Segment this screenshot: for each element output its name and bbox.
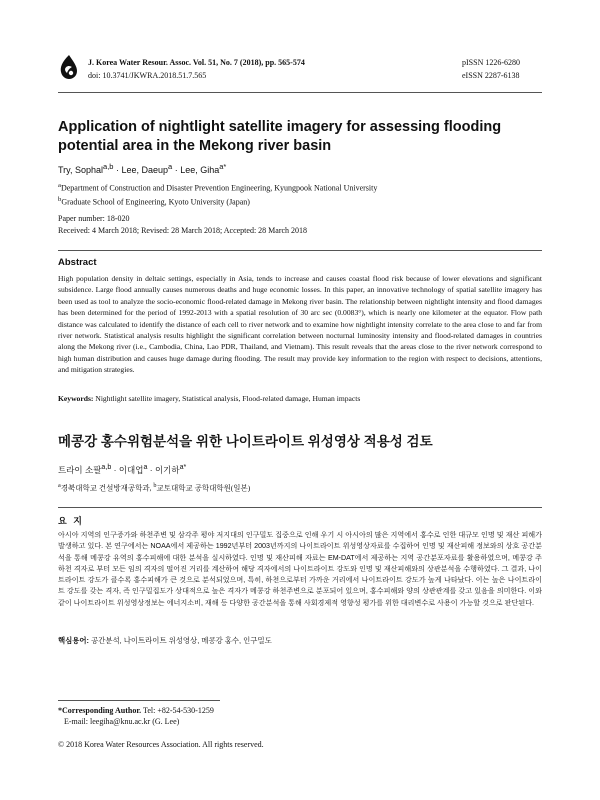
affil-sup: b [58,195,62,203]
author-list [58,162,226,175]
author-name: Lee, Daeup [121,165,169,175]
author-affil-sup: a* [219,162,227,171]
author-separator: · [172,165,181,175]
author-affil-sup: a [168,162,173,171]
journal-header [58,52,542,88]
author-name: 이기하 [154,464,180,475]
affil-sup: a [58,182,61,189]
journal-logo-icon [58,54,80,80]
journal-citation [88,56,305,82]
author-separator: · [111,464,119,475]
korean-abstract-heading: 요 지 [58,516,84,526]
keywords-label: 핵심용어: [58,636,90,645]
paper-number: Paper number: 18-020 [58,214,130,223]
korean-abstract-divider [58,507,542,508]
korean-abstract-text: 아시아 지역의 인구증가와 하천주변 및 삼각주 평야 저지대의 인구밀도 집중으로 인해 우기 시 아시아의 많은 지역에서 홍수로 인한 대규모 인명 및 재산 피해가 발생하고 있다. 본 연구에서는 NOAA에서 제공하는 1992년부터 2003년까지의 나이트라이트 위성영상자료를 수집하여 인명 및 재산피해 정보와의 상호 공간분석을 통해 메콩강 유역의 홍수피해에 대한 분석을 실시하였다. 인명 및 재산피해 자료는 EM-DAT에서 제공하는 지역 공간분포자료를 활용하였으며, 메콩강 주하천 격자로 부터 모든 임의 격자의 떨어진 거리를 계산하여 해당 격자에서의 나이트라이트 강도와 인명 및 재산피해와의 상관분석을 수행하였다. 그 결과, 나이트라이트 강도가 클수록 홍수피해가 큰 것으로 분석되었으며, 특히, 하천으로부터 가까운 거리에서 나이트라이트 강도가 높게 나타났다. 이는 높은 나이트라이트 강도를 갖는 격자, 즉 인구밀집도가 상대적으로 높은 격자가 메콩강 하천주변으로 분포되어 있으며, 홍수피해와 양의 상관관계를 갖고 있음을 의미한다. 이와 같이 나이트라이트 위성영상정보는 에너지소비, 재해 등 다양한 공간분석을 통해 사회경제적 영향성 평가를 위한 대리변수로 사용이 가능할 것으로 판단된다. [58,531,542,607]
affiliations [58,180,377,207]
korean-title: 메콩강 홍수위험분석을 위한 나이트라이트 위성영상 적용성 검토 [58,434,433,449]
author-affil-sup: a* [179,463,187,471]
keywords-list: 공간분석, 나이트라이트 위성영상, 메콩강 홍수, 인구밀도 [89,636,272,645]
journal-name: J. Korea Water Resour. Assoc. Vol. 51, No. 7 (2018), pp. 565-574 [88,58,305,67]
author-name: 트라이 소팔 [58,464,102,475]
eissn: eISSN 2287-6138 [462,71,520,80]
author-name: Lee, Giha [180,165,220,175]
author-separator: · [113,165,122,175]
korean-author-list [58,463,186,476]
paper-dates: Received: 4 March 2018; Revised: 28 March 2018; Accepted: 28 March 2018 [58,226,308,235]
korean-keywords [58,635,272,646]
author-name: 이대업 [118,464,144,475]
author-affil-sup: a [143,463,148,471]
pissn: pISSN 1226-6280 [462,58,521,67]
affil-text: 경북대학교 건설방재공학과, [60,483,154,493]
author-affil-sup: a,b [101,463,112,471]
abstract-heading: Abstract [58,257,97,268]
header-divider [58,92,542,93]
korean-affiliations [58,482,250,494]
abstract-divider [58,250,542,251]
paper-title: Application of nightlight satellite imagery for assessing flooding potential area in the Mekong river basin [58,119,502,154]
abstract-text: High population density in deltaic settings, especially in Asia, tends to increase and causes coastal flood risk because of lower elevations and significant subsidence. Large flood annually causes numerous deaths and huge economic losses. In this paper, an innovative technology of spatial satellite imagery has been used as tool to analyze the socio-economic flood-related damage in Mekong river basin. The relationship between nightlight intensity and flood damages has been determined for the period of 1992-2013 with a spatial resolution of 30 arc sec (0.0083°), which is nearly one kilometer at the equator. Flow path distance was calculated to identify the distance of each cell to river network and to examine how nightlight intensity correlate to the area close to and far from river network. Statistical analysis results highlight the significant correlation between nocturnal luminosity intensity and flood-related damages in countries along the Mekong river (i.e., Cambodia, China, Lao PDR, Thailand, and Vietnam). This result reveals that the areas close to the river network correspond to high human distribution and causes huge damage during flooding. The result may provide key information to the region with respect to decisions, attentions, and mitigation strategies. [58,274,542,375]
affiliation-a [58,180,377,194]
footnote-divider [58,700,220,701]
paper-meta [58,213,307,237]
affil-text: Graduate School of Engineering, Kyoto University (Japan) [61,197,250,207]
corr-tel: Tel: +82-54-530-1259 [141,706,214,715]
corr-email[interactable]: E-mail: leegiha@knu.ac.kr (G. Lee) [64,717,180,726]
copyright: © 2018 Korea Water Resources Association. All rights reserved. [58,740,264,749]
issn-block [462,56,542,82]
doi-link[interactable]: doi: 10.3741/JKWRA.2018.51.7.565 [88,71,207,80]
affil-sup: a [58,482,61,489]
corr-label: *Corresponding Author. [58,706,142,715]
affil-sup: b [153,482,157,489]
keywords [58,394,542,403]
author-affil-sup: a,b [103,162,114,171]
keywords-list: Nightlight satellite imagery, Statistical analysis, Flood-related damage, Human impacts [93,394,361,403]
author-separator: · [147,464,155,475]
author-name: Try, Sophal [58,165,104,175]
affil-text: Department of Construction and Disaster Prevention Engineering, Kyungpook National University [60,183,378,193]
keywords-label: Keywords: [58,394,94,403]
affiliation-b [58,194,377,208]
affil-text: 교토대학교 공학대학원(일본) [156,483,251,493]
corresponding-author [58,705,214,727]
